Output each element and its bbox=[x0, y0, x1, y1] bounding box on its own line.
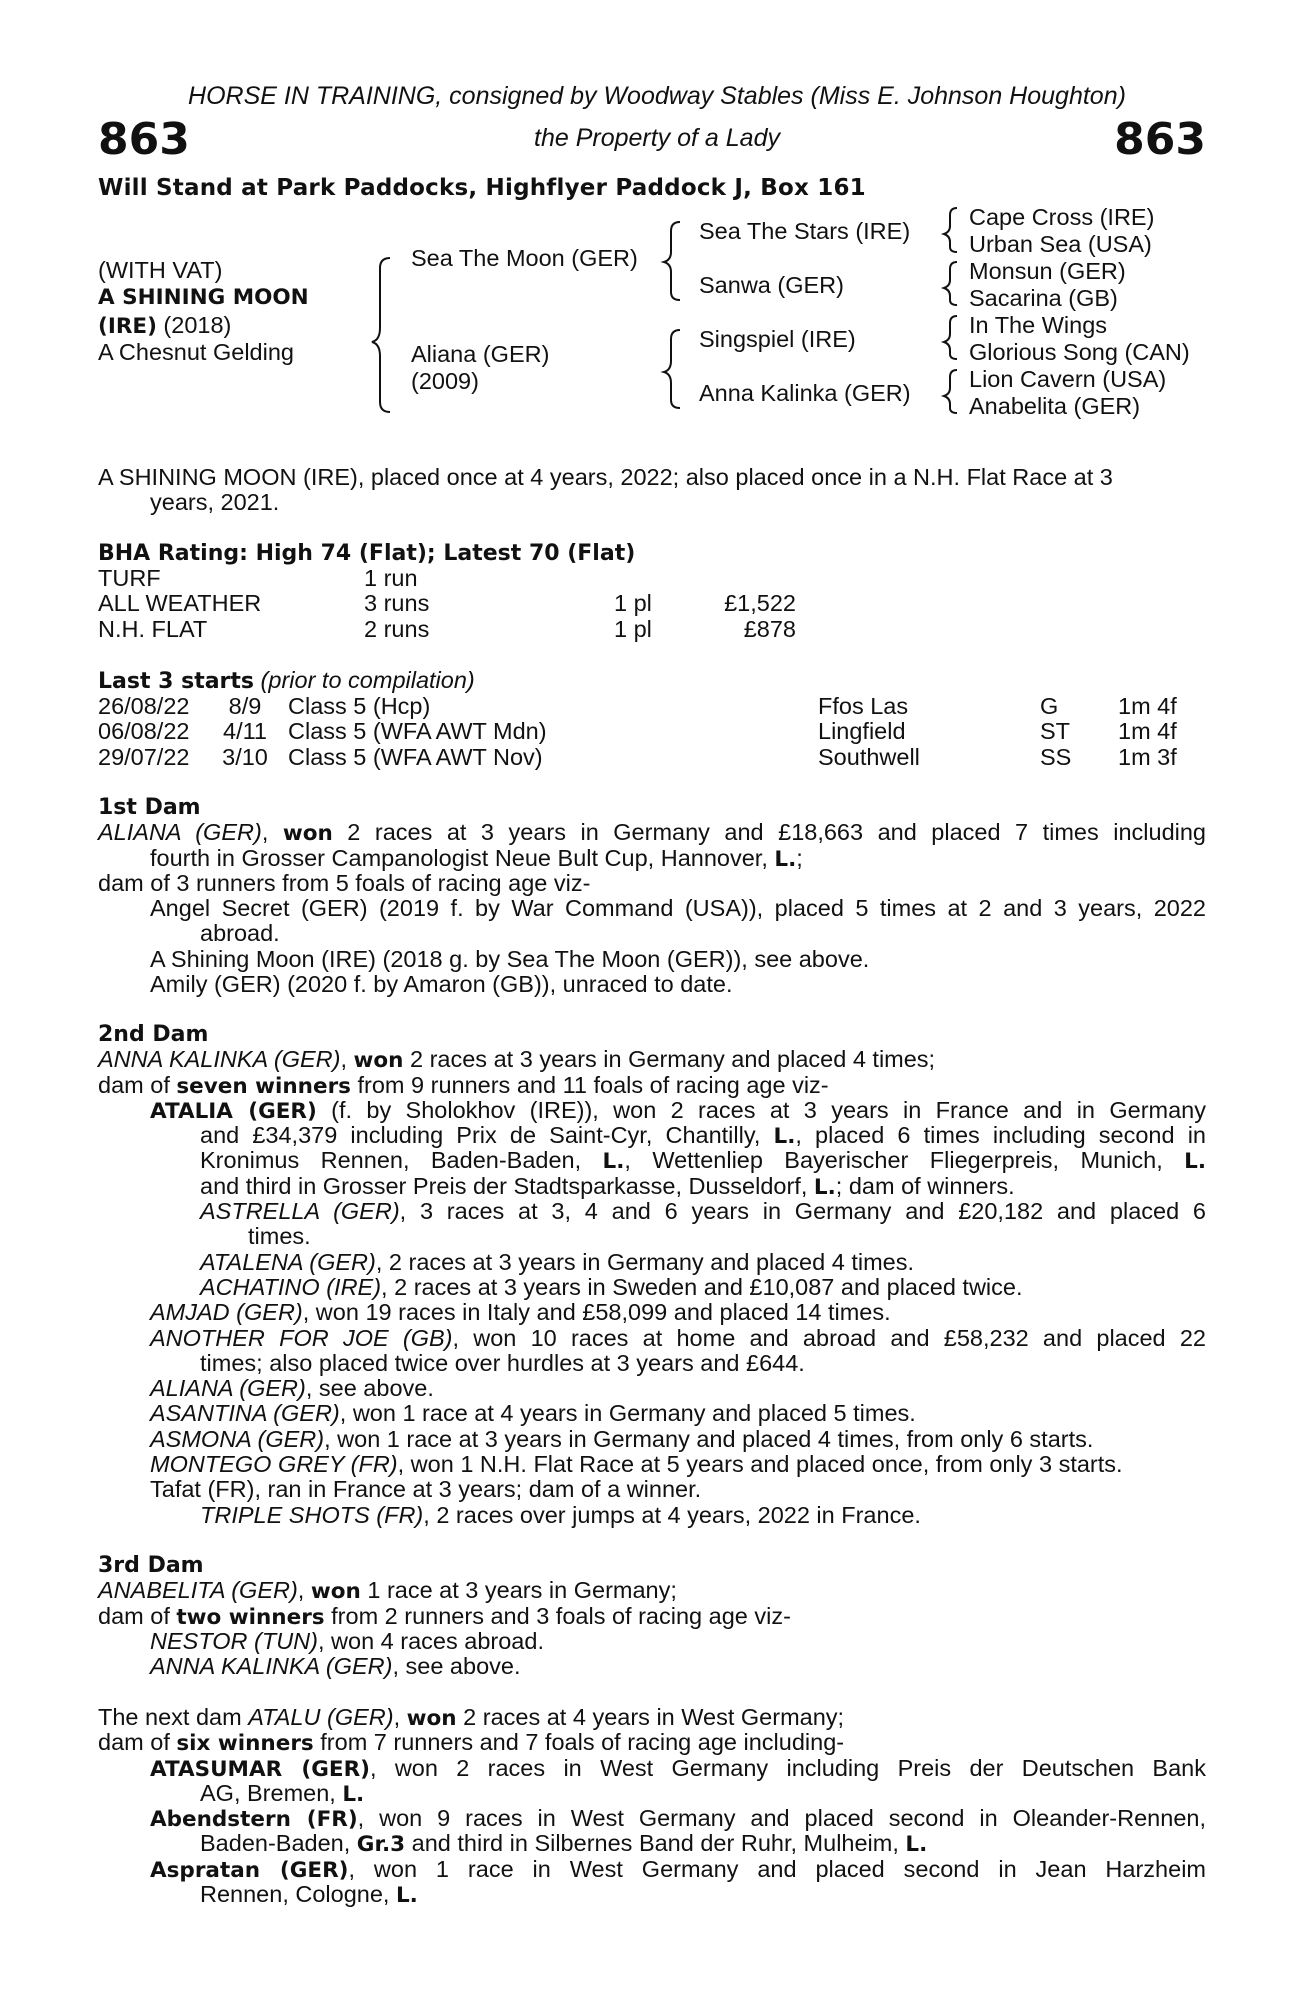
won-label: won bbox=[282, 821, 333, 847]
dam-record: 2 races at 3 years in Germany and £18,663 and placed 7 times including bbox=[332, 819, 1207, 846]
another-line-2: times; also placed twice over hurdles at 3 years and £644. bbox=[200, 1349, 805, 1376]
start-course: Ffos Las bbox=[818, 693, 909, 719]
foal-record: , see above. bbox=[305, 1375, 434, 1402]
third-dam-section bbox=[98, 1553, 1206, 1679]
first-dam-heading: 1st Dam bbox=[98, 795, 201, 820]
start-date: 29/07/22 bbox=[98, 743, 190, 770]
won-label: won bbox=[310, 1579, 361, 1605]
text: Kronimus Rennen, Baden-Baden, bbox=[200, 1147, 603, 1174]
third-dam-line-2 bbox=[98, 1604, 1206, 1629]
foal-record: , 2 races over jumps at 4 years, 2022 in France. bbox=[423, 1501, 921, 1528]
foal-name: MONTEGO GREY (FR) bbox=[150, 1451, 398, 1478]
foal-name: ACHATINO (IRE) bbox=[200, 1273, 382, 1300]
start-race: Class 5 (WFA AWT Nov) bbox=[288, 743, 543, 770]
start-course: Lingfield bbox=[818, 718, 906, 745]
text: from 2 runners and 3 foals of racing age viz- bbox=[324, 1602, 791, 1629]
foal-record: , won 10 races at home and abroad and £58,232 and placed 22 bbox=[452, 1324, 1206, 1351]
foal-name: ASMONA (GER) bbox=[150, 1425, 325, 1452]
text: and £34,379 including Prix de Saint-Cyr, Chantilly, bbox=[200, 1122, 774, 1149]
winners-count: seven winners bbox=[176, 1073, 351, 1099]
won-label: won bbox=[353, 1048, 404, 1074]
rating-prize: £1,522 bbox=[724, 590, 796, 617]
lot-number-left: 863 bbox=[98, 114, 190, 165]
start-going: G bbox=[1040, 693, 1059, 719]
pedigree-ggen-3: Monsun (GER) bbox=[969, 258, 1126, 284]
rating-surface: TURF bbox=[98, 565, 161, 591]
foal-record: , 3 races at 3, 4 and 6 years in Germany and £20,182 and placed 6 bbox=[399, 1198, 1206, 1225]
asmona-line bbox=[98, 1427, 1206, 1452]
rating-title: BHA Rating: High 74 (Flat); Latest 70 (Flat) bbox=[98, 541, 636, 566]
text: The next dam bbox=[98, 1704, 249, 1730]
text: dam of bbox=[98, 1071, 177, 1098]
rating-placed: 1 pl bbox=[614, 590, 652, 617]
foal-record: , won 19 races in Italy and £58,099 and placed 14 times. bbox=[302, 1299, 891, 1326]
first-dam-section bbox=[98, 795, 1206, 997]
second-dam-line-2 bbox=[98, 1073, 1206, 1098]
table-row bbox=[98, 566, 796, 591]
listed-marker: L. bbox=[602, 1149, 625, 1175]
third-dam-heading: 3rd Dam bbox=[98, 1553, 204, 1578]
rating-prize: £878 bbox=[743, 615, 796, 642]
winners-count: six winners bbox=[176, 1731, 314, 1757]
text: , placed 6 times including second in bbox=[795, 1122, 1206, 1149]
text: Rennen, Cologne, bbox=[200, 1881, 396, 1908]
asantina-line bbox=[98, 1401, 1206, 1426]
foal-record: , see above. bbox=[392, 1653, 521, 1680]
achatino-line bbox=[98, 1275, 1206, 1300]
atalia-line-2 bbox=[98, 1123, 1206, 1148]
pedigree-ggen-4: Sacarina (GB) bbox=[969, 285, 1118, 311]
foal-record: , 2 races at 3 years in Sweden and £10,087 and placed twice. bbox=[381, 1273, 1023, 1300]
pedigree-ggen-8: Anabelita (GER) bbox=[969, 393, 1141, 419]
start-distance: 1m 3f bbox=[1118, 743, 1177, 770]
consignment-header: HORSE IN TRAINING, consigned by Woodway Stables (Miss E. Johnson Houghton) bbox=[188, 82, 1126, 110]
dam-record-cont: fourth in Grosser Campanologist Neue Bult Cup, Hannover, bbox=[150, 844, 775, 871]
atalena-line bbox=[98, 1250, 1206, 1275]
text: , Wettenliep Bayerischer Fliegerpreis, Munich, bbox=[624, 1147, 1185, 1174]
pedigree-sire-dam: Sanwa (GER) bbox=[699, 272, 844, 298]
start-date: 06/08/22 bbox=[98, 718, 190, 745]
won-label: won bbox=[406, 1706, 457, 1731]
first-dam-line-2 bbox=[98, 846, 1206, 871]
summary-line-2: years, 2021. bbox=[150, 489, 280, 515]
start-race: Class 5 (Hcp) bbox=[288, 693, 431, 719]
pedigree-ggen-5: In The Wings bbox=[969, 312, 1108, 338]
dam-record: 2 races at 3 years in Germany and placed 4 times; bbox=[403, 1046, 936, 1073]
winners-count: two winners bbox=[176, 1604, 325, 1630]
start-distance: 1m 4f bbox=[1118, 693, 1177, 719]
lot-number-right: 863 bbox=[1114, 114, 1206, 165]
text: from 7 runners and 7 foals of racing age including- bbox=[313, 1729, 845, 1756]
dam-name: ANNA KALINKA (GER) bbox=[98, 1046, 341, 1073]
rating-surface: ALL WEATHER bbox=[98, 590, 262, 617]
table-row bbox=[98, 694, 1198, 719]
text: and third in Silbernes Band der Ruhr, Mulheim, bbox=[405, 1830, 906, 1857]
text: AG, Bremen, bbox=[200, 1779, 343, 1806]
stand-location: Will Stand at Park Paddocks, Highflyer Paddock J, Box 161 bbox=[98, 175, 866, 201]
dam-name: ATALU (GER) bbox=[248, 1704, 394, 1730]
foal-name: Abendstern (FR) bbox=[150, 1807, 358, 1833]
first-dam-line-3: dam of 3 runners from 5 foals of racing age viz- bbox=[98, 869, 591, 896]
foal-record: , won 1 race in West Germany and placed second in Jean Harzheim bbox=[348, 1855, 1206, 1882]
text: from 9 runners and 11 foals of racing age viz- bbox=[350, 1071, 829, 1098]
group-marker: Gr.3 bbox=[356, 1832, 406, 1858]
foal-record: , 2 races at 3 years in Germany and placed 4 times. bbox=[375, 1248, 914, 1275]
first-dam-foal-3: Amily (GER) (2020 f. by Amaron (GB)), unraced to date. bbox=[150, 971, 733, 998]
foal-name: ATASUMAR (GER) bbox=[150, 1756, 370, 1782]
start-position: 3/10 bbox=[222, 743, 268, 770]
next-dam-line-2 bbox=[98, 1730, 1206, 1755]
abendstern-line-1 bbox=[98, 1806, 1206, 1831]
nestor-line bbox=[98, 1629, 1206, 1654]
text: Baden-Baden, bbox=[200, 1830, 357, 1857]
listed-marker: L. bbox=[395, 1883, 418, 1909]
aliana-line bbox=[98, 1376, 1206, 1401]
foal-name: TRIPLE SHOTS (FR) bbox=[200, 1501, 424, 1528]
atasumar-line-1 bbox=[98, 1756, 1206, 1781]
punct: ; bbox=[796, 844, 803, 871]
atalia-line-1 bbox=[98, 1098, 1206, 1123]
foal-name: Aspratan (GER) bbox=[150, 1857, 349, 1883]
anna-kalinka-line bbox=[98, 1654, 1206, 1679]
rating-runs: 3 runs bbox=[364, 590, 430, 617]
second-dam-line-1: ANNA KALINKA (GER), won 2 races at 3 years in Germany and placed 4 times; bbox=[98, 1046, 936, 1074]
summary-line-1: A SHINING MOON (IRE), placed once at 4 years, 2022; also placed once in a N.H. Flat Race at 3 bbox=[98, 464, 1113, 490]
dam-record: 2 races at 4 years in West Germany; bbox=[456, 1704, 845, 1730]
text: and third in Grosser Preis der Stadtsparkasse, Dusseldorf, bbox=[200, 1172, 814, 1199]
foal-record: , won 9 races in West Germany and placed second in Oleander-Rennen, bbox=[357, 1805, 1206, 1832]
foal-name: ANNA KALINKA (GER) bbox=[150, 1653, 393, 1680]
second-dam-section bbox=[98, 1022, 1206, 1528]
triple-shots-line bbox=[98, 1503, 1206, 1528]
atalia-line-4 bbox=[98, 1174, 1206, 1199]
horse-name: A SHINING MOON bbox=[98, 285, 309, 310]
first-dam-foal-2: A Shining Moon (IRE) (2018 g. by Sea The Moon (GER)), see above. bbox=[150, 945, 870, 972]
table-row bbox=[98, 719, 1198, 744]
second-dam-heading: 2nd Dam bbox=[98, 1022, 209, 1047]
last-starts-heading: Last 3 starts bbox=[98, 669, 255, 694]
dam-name: ANABELITA (GER) bbox=[98, 1577, 298, 1604]
property-line: the Property of a Lady bbox=[534, 124, 780, 152]
horse-description: A Chesnut Gelding bbox=[98, 339, 294, 365]
listed-marker: L. bbox=[813, 1174, 836, 1200]
foal-name: ANOTHER FOR JOE (GB) bbox=[150, 1324, 453, 1351]
listed-marker: L. bbox=[773, 1124, 796, 1150]
foal-record: , won 1 race at 4 years in Germany and placed 5 times. bbox=[339, 1400, 916, 1427]
dam-name: ALIANA (GER) bbox=[98, 819, 262, 846]
pedigree-ggen-2: Urban Sea (USA) bbox=[969, 231, 1152, 257]
astrella-line-2: times. bbox=[248, 1223, 311, 1250]
aspratan-line-2 bbox=[98, 1882, 1206, 1907]
rating-placed: 1 pl bbox=[614, 615, 652, 642]
first-dam-foal-1: Angel Secret (GER) (2019 f. by War Command (USA)), placed 5 times at 2 and 3 years, 2022 bbox=[150, 895, 1206, 922]
rating-placed bbox=[614, 566, 706, 591]
text: dam of bbox=[98, 1729, 177, 1756]
rating-table bbox=[98, 566, 796, 642]
last-starts-note: (prior to compilation) bbox=[254, 667, 475, 693]
last-starts-table bbox=[98, 694, 1198, 770]
rating-surface: N.H. FLAT bbox=[98, 615, 208, 642]
tafat-line: Tafat (FR), ran in France at 3 years; dam of a winner. bbox=[150, 1476, 702, 1503]
pedigree-ggen-6: Glorious Song (CAN) bbox=[969, 339, 1190, 365]
montego-line bbox=[98, 1452, 1206, 1477]
listed-marker: L. bbox=[774, 846, 797, 872]
abendstern-line-2 bbox=[98, 1831, 1206, 1856]
rating-runs: 1 run bbox=[364, 565, 418, 591]
foal-name: ASTRELLA (GER) bbox=[200, 1198, 400, 1225]
pedigree-dam: Aliana (GER) bbox=[411, 341, 550, 367]
next-dam-section bbox=[98, 1705, 1206, 1907]
vat-note: (WITH VAT) bbox=[98, 257, 223, 283]
listed-marker: L. bbox=[1184, 1149, 1207, 1175]
foal-record: , won 1 N.H. Flat Race at 5 years and placed once, from only 3 starts. bbox=[397, 1451, 1123, 1478]
foal-name: ASANTINA (GER) bbox=[150, 1400, 340, 1427]
next-dam-line-1: The next dam ATALU (GER), won 2 races at 4 years in West Germany; bbox=[98, 1704, 845, 1731]
table-row bbox=[98, 617, 796, 642]
dam-record: 1 race at 3 years in Germany; bbox=[360, 1577, 677, 1604]
pedigree-sire-sire: Sea The Stars (IRE) bbox=[699, 218, 911, 244]
table-row bbox=[98, 745, 1198, 770]
rating-prize bbox=[706, 566, 796, 591]
foal-name: AMJAD (GER) bbox=[150, 1299, 303, 1326]
atalia-line-3 bbox=[98, 1148, 1206, 1173]
start-date: 26/08/22 bbox=[98, 693, 190, 719]
aspratan-line-1 bbox=[98, 1857, 1206, 1882]
another-line-1 bbox=[98, 1326, 1206, 1351]
start-position: 8/9 bbox=[228, 693, 262, 719]
pedigree-sire: Sea The Moon (GER) bbox=[411, 245, 638, 271]
foal-record: , won 4 races abroad. bbox=[317, 1627, 544, 1654]
first-dam-foal-1-cont: abroad. bbox=[200, 920, 280, 947]
third-dam-line-1: ANABELITA (GER), won 1 race at 3 years in Germany; bbox=[98, 1577, 677, 1605]
text: dam of bbox=[98, 1602, 177, 1629]
start-course: Southwell bbox=[818, 743, 920, 770]
start-going: ST bbox=[1040, 718, 1071, 745]
horse-year: (2018) bbox=[156, 312, 232, 338]
foal-name: ALIANA (GER) bbox=[150, 1375, 306, 1402]
pedigree-dam-sire: Singspiel (IRE) bbox=[699, 326, 856, 352]
pedigree-dam-year: (2009) bbox=[411, 368, 479, 394]
rating-runs: 2 runs bbox=[364, 615, 430, 642]
last-starts-title bbox=[98, 668, 475, 694]
listed-marker: L. bbox=[342, 1781, 365, 1807]
atasumar-line-2 bbox=[98, 1781, 1206, 1806]
foal-name: NESTOR (TUN) bbox=[150, 1627, 318, 1654]
pedigree-ggen-7: Lion Cavern (USA) bbox=[969, 366, 1167, 392]
start-going: SS bbox=[1040, 743, 1072, 770]
foal-name: ATALIA (GER) bbox=[150, 1098, 317, 1124]
foal-record: , won 2 races in West Germany including Preis der Deutschen Bank bbox=[369, 1754, 1206, 1781]
pedigree-dam-dam: Anna Kalinka (GER) bbox=[699, 380, 911, 406]
start-position: 4/11 bbox=[223, 718, 267, 745]
start-race: Class 5 (WFA AWT Mdn) bbox=[288, 718, 547, 745]
pedigree-ggen-1: Cape Cross (IRE) bbox=[969, 204, 1155, 230]
listed-marker: L. bbox=[905, 1832, 928, 1858]
amjad-line bbox=[98, 1300, 1206, 1325]
foal-record: (f. by Sholokhov (IRE)), won 2 races at 3 years in France and in Germany bbox=[316, 1096, 1206, 1123]
horse-country: (IRE) bbox=[98, 314, 157, 339]
table-row bbox=[98, 591, 796, 616]
foal-name: ATALENA (GER) bbox=[200, 1248, 376, 1275]
astrella-line-1 bbox=[98, 1199, 1206, 1224]
foal-record: , won 1 race at 3 years in Germany and placed 4 times, from only 6 starts. bbox=[324, 1425, 1094, 1452]
start-distance: 1m 4f bbox=[1118, 718, 1177, 745]
first-dam-line-1: ALIANA (GER), won 2 races at 3 years in Germany and £18,663 and placed 7 times including bbox=[98, 819, 1207, 847]
text: ; dam of winners. bbox=[835, 1172, 1015, 1199]
